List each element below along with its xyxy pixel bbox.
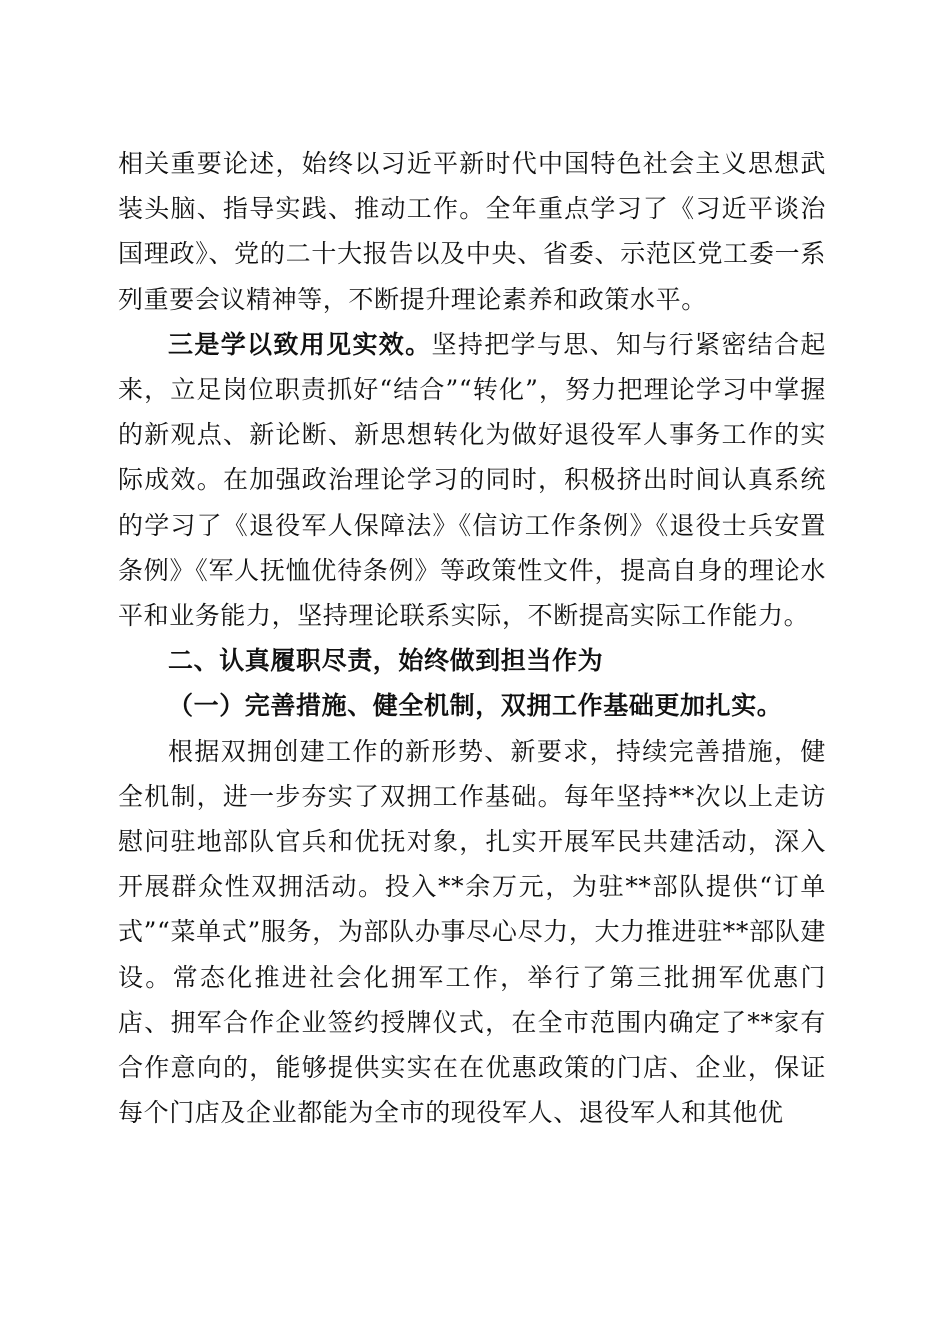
paragraph-body-text: 坚持把学与思、知与行紧密结合起来，立足岗位职责抓好“结合”“转化”，努力把理论学习中掌握的新观点、新论断、新思想转化为做好退役军人事务工作的实际成效。在加强政治理论学习的同时，积极挤出时间认真系统的学习了《退役军人保障法》《信访工作条例》《退役士兵安置条例》《军人抚恤优待条例》等政策性文件，提高自身的理论水平和业务能力，坚持理论联系实际，不断提高实际工作能力。 bbox=[118, 329, 826, 631]
document-body bbox=[118, 141, 826, 1135]
paragraph-lead-phrase: 三是学以致用见实效。 bbox=[168, 329, 432, 359]
subsection-heading-1: （一）完善措施、健全机制，双拥工作基础更加扎实。 bbox=[168, 691, 783, 721]
section-heading-2: 二、认真履职尽责，始终做到担当作为 bbox=[168, 646, 604, 676]
paragraph-apply-learning bbox=[118, 322, 826, 638]
paragraph-theory-study: 相关重要论述，始终以习近平新时代中国特色社会主义思想武装头脑、指导实践、推动工作。全年重点学习了《习近平谈治国理政》、党的二十大报告以及中央、省委、示范区党工委一系列重要会议精神等，不断提升理论素养和政策水平。 bbox=[118, 149, 826, 314]
paragraph-double-support: 根据双拥创建工作的新形势、新要求，持续完善措施，健全机制，进一步夯实了双拥工作基础。每年坚持**次以上走访慰问驻地部队官兵和优抚对象，扎实开展军民共建活动，深入开展群众性双拥活动。投入**余万元，为驻**部队提供“订单式”“菜单式”服务，为部队办事尽心尽力，大力推进驻**部队建设。常态化推进社会化拥军工作，举行了第三批拥军优惠门店、拥军合作企业签约授牌仪式，在全市范围内确定了**家有合作意向的，能够提供实实在在优惠政策的门店、企业，保证每个门店及企业都能为全市的现役军人、退役军人和其他优 bbox=[118, 736, 826, 1128]
